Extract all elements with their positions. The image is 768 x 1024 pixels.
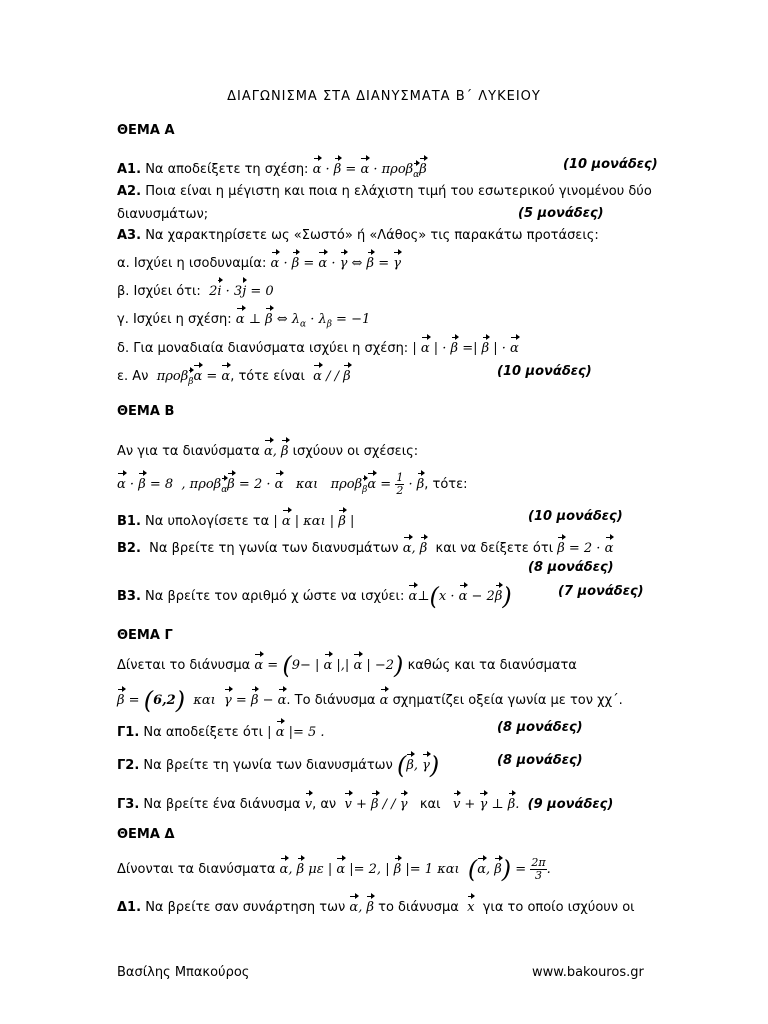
- theme-b-tote: , τότε:: [424, 477, 468, 492]
- theme-a-heading: ΘΕΜΑ Α: [117, 123, 175, 138]
- statement-e-text1: ε. Αν: [117, 369, 149, 384]
- b3-line: [117, 582, 512, 611]
- b2-marks: (8 μονάδες): [528, 560, 614, 575]
- b1-marks: (10 μονάδες): [528, 509, 623, 524]
- c2-text: Να βρείτε τη γωνία των διανυσμάτων: [143, 758, 393, 773]
- b2-vectors: α, β: [403, 541, 428, 556]
- c3-line: [117, 792, 613, 814]
- b1-label: Β1.: [117, 514, 141, 529]
- theme-b-heading: ΘΕΜΑ Β: [117, 404, 175, 419]
- theme-b-conditions: [117, 472, 468, 499]
- b1-line: [117, 509, 354, 531]
- b2-text: Να βρείτε τη γωνία των διανυσμάτων: [149, 541, 399, 556]
- a2-text: Ποια είναι η μέγιστη και ποια η ελάχιστη τιμή του εσωτερικού γινομένου δύο: [145, 184, 652, 199]
- d1-vectors: α, β: [349, 900, 374, 915]
- c3-kai: και: [419, 797, 441, 812]
- a3-label: Α3.: [117, 228, 142, 243]
- c3-text: Να βρείτε ένα διάνυσμα: [143, 797, 301, 812]
- theme-b-intro-vectors: α, β: [264, 444, 289, 459]
- c3-cond1: v + β / / γ: [340, 797, 407, 812]
- c3-label: Γ3.: [117, 797, 140, 812]
- b3-marks: (7 μονάδες): [558, 584, 644, 599]
- theme-c-vectors: [117, 686, 623, 715]
- statement-c: [117, 307, 370, 334]
- c3-cond2: v + γ ⊥ β.: [453, 797, 519, 812]
- d1-label: Δ1.: [117, 900, 142, 915]
- theme-c-intro: [117, 651, 577, 680]
- statement-b-formula: 2i · 3j = 0: [205, 284, 274, 299]
- statement-c-text: γ. Ισχύει η σχέση:: [117, 312, 232, 327]
- c2-label: Γ2.: [117, 758, 140, 773]
- a1-formula: α · β = α · προβ$_\alpha$β: [313, 162, 427, 177]
- statement-e-formula2: α / / β: [309, 369, 351, 384]
- statement-b-text: β. Ισχύει ότι:: [117, 284, 201, 299]
- a2-label: Α2.: [117, 184, 142, 199]
- statement-e-text2: , τότε είναι: [230, 369, 305, 384]
- theme-c-heading: ΘΕΜΑ Γ: [117, 628, 173, 643]
- statement-e: [117, 364, 351, 391]
- statement-d-formula: | α | · β =| β | · α: [412, 341, 519, 356]
- b2-formula: β = 2 · α: [557, 541, 613, 556]
- c2-marks: (8 μονάδες): [497, 753, 583, 768]
- c3-marks: (9 μονάδες): [527, 797, 614, 812]
- theme-c-line2b: σχηματίζει οξεία γωνία με τον χχ΄.: [392, 693, 623, 708]
- c3-v: v: [305, 797, 312, 812]
- fraction-half: $\frac{1}{2}$: [396, 471, 404, 497]
- theme-c-alpha: α: [380, 693, 389, 708]
- theme-b-intro: [117, 439, 418, 461]
- d1-text3: για το οποίο ισχύουν οι: [482, 900, 635, 915]
- a1-label: Α1.: [117, 162, 142, 177]
- a1-marks: (10 μονάδες): [563, 157, 658, 172]
- theme-c-intro-text1: Δίνεται το διάνυσμα: [117, 658, 251, 673]
- b1-text: Να υπολογίσετε τα: [145, 514, 270, 529]
- theme-c-line2: . Το διάνυσμα: [286, 693, 376, 708]
- theme-c-vectors-formula: β = (6,2) και γ = β − α: [117, 686, 287, 715]
- theme-d-intro: [117, 857, 551, 882]
- statement-b: [117, 279, 274, 301]
- theme-d-formula: α, β με | α |= 2, | β |= 1 και (α, β) = $\frac{2\pi}{3}$ .: [279, 855, 551, 884]
- statement-e-formula1: προβ$_\beta$α = α: [153, 369, 231, 384]
- d1-x: x: [463, 900, 479, 915]
- c1-line: [117, 720, 325, 742]
- theme-b-intro-text2: ισχύουν οι σχέσεις:: [292, 444, 419, 459]
- b2-line: [117, 536, 613, 558]
- c1-text: Να αποδείξετε ότι: [143, 725, 264, 740]
- theme-b-intro-text1: Αν για τα διανύσματα: [117, 444, 260, 459]
- statement-a-text: α. Ισχύει η ισοδυναμία:: [117, 256, 267, 271]
- page-title: ΔΙΑΓΩΝΙΣΜΑ ΣΤΑ ΔΙΑΝΥΣΜΑΤΑ Β΄ ΛΥΚΕΙΟΥ: [227, 89, 541, 104]
- a2-text-cont: διανυσμάτων;: [117, 207, 209, 222]
- a3-text: Να χαρακτηρίσετε ως «Σωστό» ή «Λάθος» τις παρακάτω προτάσεις:: [145, 228, 599, 243]
- a1-line: [117, 157, 427, 184]
- b3-label: Β3.: [117, 589, 141, 604]
- c1-marks: (8 μονάδες): [497, 720, 583, 735]
- d1-text: Να βρείτε σαν συνάρτηση των: [145, 900, 346, 915]
- d1-line: [117, 895, 635, 917]
- a2-line: [117, 183, 652, 201]
- b1-formula: | α | και | β |: [273, 514, 354, 529]
- b2-label: Β2.: [117, 541, 141, 556]
- a3-marks: (10 μονάδες): [497, 364, 592, 379]
- footer-author: Βασίλης Μπακούρος: [117, 965, 250, 980]
- statement-d-text: δ. Για μοναδιαία διανύσματα ισχύει η σχέση:: [117, 341, 409, 356]
- footer-website[interactable]: www.bakouros.gr: [532, 965, 644, 980]
- statement-a: [117, 251, 401, 273]
- a3-line: [117, 227, 599, 245]
- fraction-2pi-3: $\frac{2\pi}{3}$: [531, 856, 546, 882]
- theme-b-conditions-formula: α · β = 8 , προβ$_\alpha$β = 2 · α και προβ$_\beta$α = $\frac{1}{2}$ · β: [117, 471, 425, 497]
- c2-line: [117, 751, 440, 780]
- theme-c-alpha-formula: α = (9− | α |,| α | −2): [254, 651, 404, 680]
- a1-text: Να αποδείξετε τη σχέση:: [145, 162, 309, 177]
- d1-text2: το διάνυσμα: [378, 900, 459, 915]
- c1-label: Γ1.: [117, 725, 140, 740]
- c2-formula: (β, γ): [396, 751, 440, 780]
- statement-c-formula: α ⊥ β ⇔ $\lambda_\alpha \cdot \lambda_\beta = -1$: [236, 312, 370, 327]
- statement-d: [117, 336, 519, 358]
- statement-a-formula: α · β = α · γ ⇔ β = γ: [271, 256, 401, 271]
- b3-text: Να βρείτε τον αριθμό χ ώστε να ισχύει:: [145, 589, 405, 604]
- b3-formula: α⊥(x · α − 2β): [408, 582, 512, 611]
- theme-d-intro-text: Δίνονται τα διανύσματα: [117, 862, 276, 877]
- a2-marks: (5 μονάδες): [518, 206, 604, 221]
- kai-word: και: [295, 477, 319, 492]
- theme-d-heading: ΘΕΜΑ Δ: [117, 827, 175, 842]
- b2-text2: και να δείξετε ότι: [435, 541, 554, 556]
- c1-formula: | α |= 5 .: [267, 725, 324, 740]
- c3-an: , αν: [312, 797, 337, 812]
- theme-c-intro-text2: καθώς και τα διανύσματα: [407, 658, 577, 673]
